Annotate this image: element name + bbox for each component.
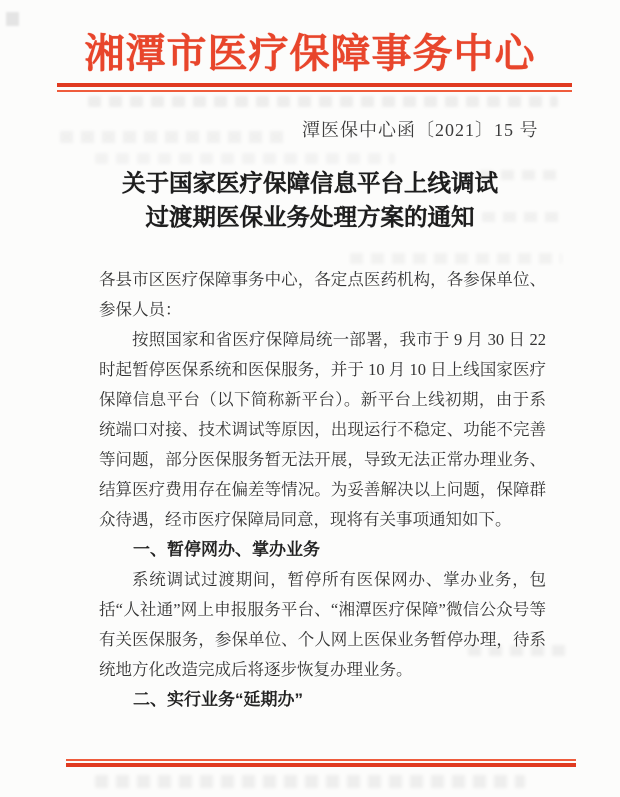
divider-thin-line [57, 90, 572, 92]
section-1-paragraph: 系统调试过渡期间，暂停所有医保网办、掌办业务，包括“人社通”网上申报服务平台、“湘潭医疗保障”微信公众号等有关医保服务，参保单位、个人网上医保业务暂停办理，待系统地方化改造完成后将逐步恢复办理业务。 [99, 570, 546, 679]
bleedthrough-mark [95, 153, 395, 164]
divider-thick-line [57, 83, 572, 87]
footer-divider-thick-line [66, 763, 576, 767]
footer-divider [66, 759, 576, 767]
bleedthrough-mark [95, 775, 525, 788]
footer-divider-thin-line [66, 759, 576, 761]
salutation: 各县市区医疗保障事务中心，各定点医药机构，各参保单位、参保人员： [99, 270, 546, 319]
document-body [99, 265, 546, 715]
bleedthrough-mark [60, 131, 285, 143]
document-title [0, 167, 620, 235]
document-title-line2: 过渡期医保业务处理方案的通知 [145, 205, 475, 231]
document-number: 潭医保中心函〔2021〕15 号 [302, 120, 539, 140]
bleedthrough-mark [350, 253, 562, 264]
letterhead-divider [57, 83, 572, 92]
intro-paragraph: 按照国家和省医疗保障局统一部署，我市于 9 月 30 日 22 时起暂停医保系统和医保服务，并于 10 月 10 日上线国家医疗保障信息平台（以下简称新平台）。新平台上线初期，由于系统端口对接、技术调试等原因，出现运行不稳定、功能不完善等问题，部分医保服务暂无法开展，导致无法正常办理业务、结算医疗费用存在偏差等情况。为妥善解决以上问题，保障群众待遇，经市医疗保障局同意，现将有关事项通知如下。 [99, 330, 546, 529]
section-2-heading: 二、实行业务“延期办” [133, 690, 303, 709]
bleedthrough-mark [88, 96, 558, 107]
section-1-heading: 一、暂停网办、掌办业务 [133, 540, 320, 559]
document-title-line1: 关于国家医疗保障信息平台上线调试 [122, 171, 498, 197]
letterhead-org-name: 湘潭市医疗保障事务中心 [84, 31, 536, 76]
